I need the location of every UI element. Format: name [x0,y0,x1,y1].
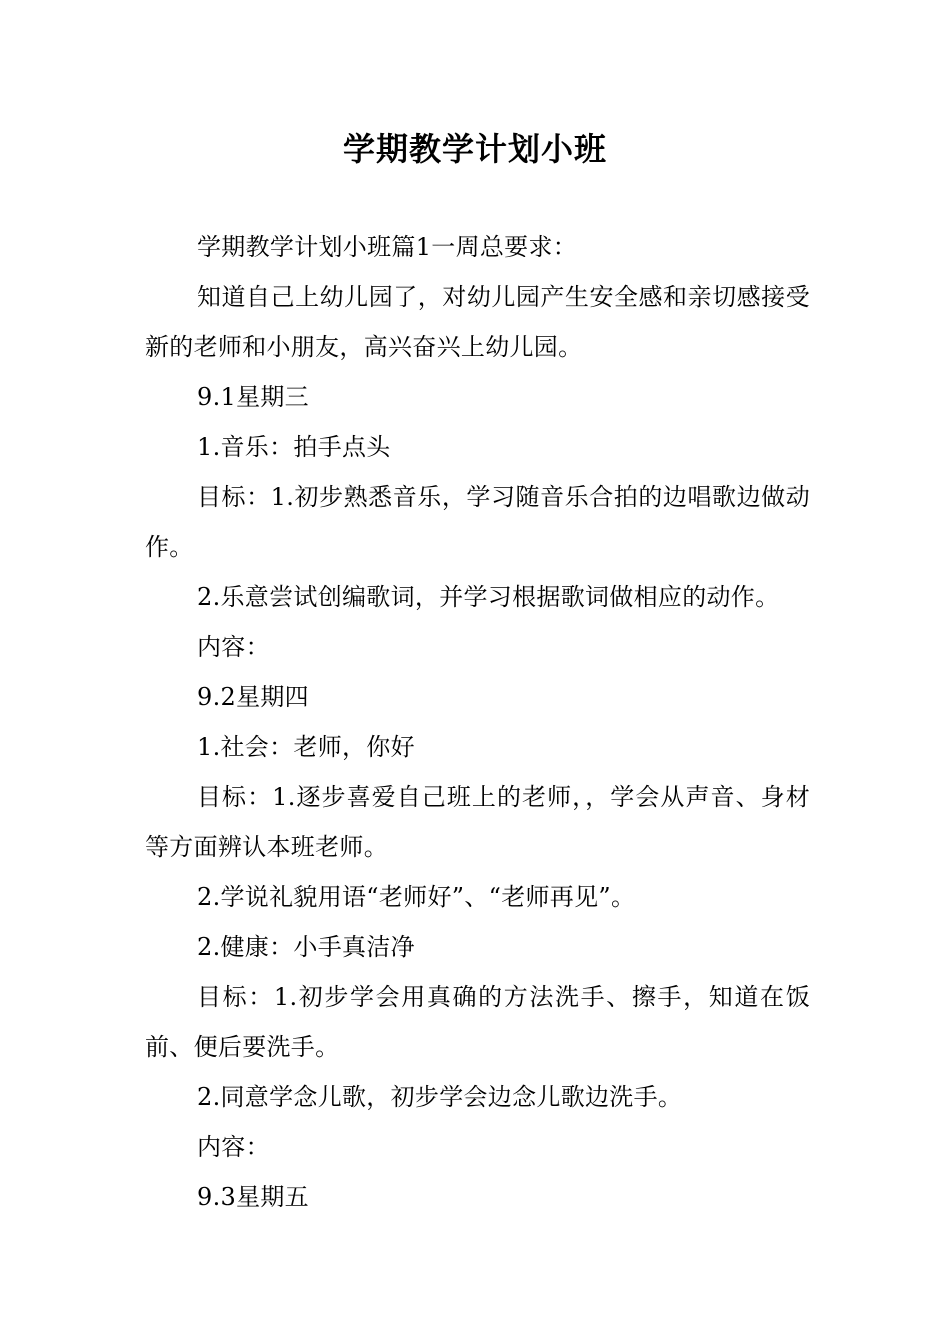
paragraph-social-goal-1: 目标：1.逐步喜爱自己班上的老师，，学会从声音、身材等方面辨认本班老师。 [145,783,810,861]
paragraph-health-activity: 2.健康：小手真洁净 [197,933,415,961]
document-body [145,222,810,1222]
document-title: 学期教学计划小班 [342,130,607,168]
paragraph-content-label-2: 内容： [197,1133,270,1161]
paragraph-social-goal-2: 2.学说礼貌用语“老师好”、“老师再见”。 [197,883,636,911]
paragraph-health-goal-2: 2.同意学念儿歌，初步学会边念儿歌边洗手。 [197,1083,683,1111]
paragraph-weekly-requirement: 学期教学计划小班篇1一周总要求： [197,233,578,261]
paragraph-date-friday: 9.3星期五 [197,1183,309,1211]
paragraph-social-activity: 1.社会：老师，你好 [197,733,415,761]
paragraph-date-wednesday: 9.1星期三 [197,383,309,411]
paragraph-weekly-goal: 知道自己上幼儿园了，对幼儿园产生安全感和亲切感接受新的老师和小朋友，高兴奋兴上幼儿园。 [145,283,810,361]
paragraph-music-goal-2: 2.乐意尝试创编歌词，并学习根据歌词做相应的动作。 [197,583,780,611]
paragraph-date-thursday: 9.2星期四 [197,683,309,711]
paragraph-content-label: 内容： [197,633,270,661]
paragraph-music-activity: 1.音乐：拍手点头 [197,433,391,461]
paragraph-music-goal-1: 目标：1.初步熟悉音乐，学习随音乐合拍的边唱歌边做动作。 [145,483,810,561]
paragraph-health-goal-1: 目标：1.初步学会用真确的方法洗手、擦手，知道在饭前、便后要洗手。 [145,983,810,1061]
